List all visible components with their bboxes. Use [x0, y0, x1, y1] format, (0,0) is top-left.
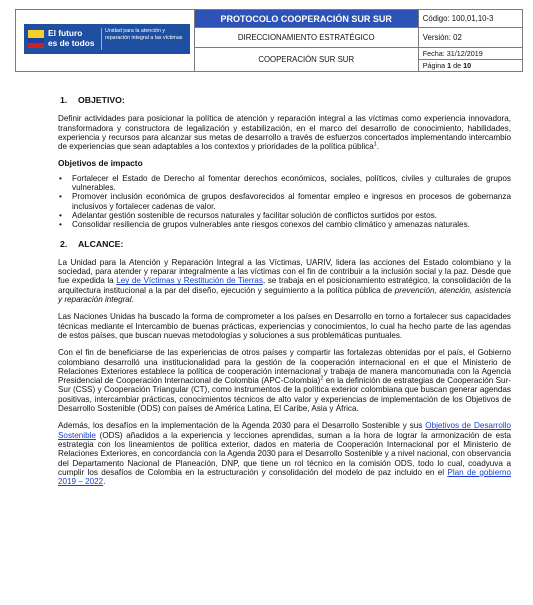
list-item: • Adelantar gestión sostenible de recursos naturales y facilitar solución de conflictos surtidos por estos. [58, 211, 511, 220]
institution-logo [24, 24, 190, 54]
subheading-objetivos-impacto: Objetivos de impacto [58, 158, 143, 169]
alcance-paragraph-1: La Unidad para la Atención y Reparación Integral a las Víctimas, UARIV, lidera las acciones del Estado colombiano y la sociedad, para atender y reparar integralmente a las víctimas con el fin de contribuir a la inclusión social y la paz. Desde que fue expedida la Ley de Víctimas y Restitución de Tierras, se trabaja en el posicionamiento estratégico, la consolidación de la arquitectura institucional a la par del diseño, ejecución y seguimiento a la política pública de prevención, atención, asistencia y reparación integral. [58, 257, 511, 305]
document-header-table [15, 9, 523, 72]
section-heading-alcance: 2. ALCANCE: [60, 238, 124, 249]
logo-slogan: El futuro es de todos [48, 28, 95, 48]
document-title: PROTOCOLO COOPERACIÓN SUR SUR [194, 10, 418, 28]
impact-objectives-list [58, 174, 511, 230]
colombia-flag-icon [28, 30, 44, 48]
plan-gobierno-link[interactable]: Plan de gobierno 2019 – 2022 [58, 467, 511, 487]
alcance-paragraph-3: Con el fin de beneficiarse de las experiencias de otros países y compartir las fortalezas obtenidas por el país, el Gobierno colombiano desarrolló una institucionalidad para la gestión de la cooperación internacional en el que el Ministerio de Relaciones Exteriores establece la política de cooperación internacional y trabaja de manera mancomunada con la Agencia Presidencial de Cooperación Internacional de Colombia (APC-Colombia)$^2$ en la definición de estrategias de Cooperación Sur- Sur (CSS) y Cooperación Triangular (CT), como instrumentos de la política exterior colombiana que buscan generar agendas positivas, intercambiar prácticas, conocimientos técnicos de alto valor y experiencias de implementación de los Objetivos de Desarrollo Sostenible (ODS) con países de América Latina, El Caribe, Asia y África. [58, 348, 511, 414]
document-code: Código: 100,01,10-3 [418, 10, 522, 28]
page-number: Página 1 de 10 [422, 61, 472, 70]
section-heading-objetivo: 1. OBJETIVO: [60, 95, 125, 105]
list-item: • Promover inclusión económica de grupos desfavorecidos al fomentar empleo e ingresos en procesos de gobernanza inclusivos y fortalecer cadenas de valor. [58, 192, 511, 211]
alcance-paragraph-4: Además, los desafíos en la implementación de la Agenda 2030 para el Desarrollo Sostenible y sus Objetivos de Desarrollo Sostenible (ODS) añadidos a la experiencia y lecciones aprendidas, suman a la hora de lograr la armonización de esta estrategia con los lineamientos de política exterior, dados en materia de Cooperación Internacional por el Ministerio de Relaciones Exteriores, en concordancia con la Agenda 2030 para el Desarrollo Sostenible y a nivel nacional, con observancia del Departamento Nacional de Planeación, DNP, que tiene un rol técnico en la comisión ODS, todo lo cual, coadyuva a cumplir los desafíos de Colombia en la estructuración y consolidación del modelo de paz incluido en el Plan de gobierno 2019 – 2022. [58, 421, 512, 487]
ley-victimas-link[interactable]: Ley de Víctimas y Restitución de Tierras [116, 276, 263, 286]
logo-tagline: Unidad para la atención y reparación integral a las víctimas [105, 28, 183, 41]
document-subsection: COOPERACIÓN SUR SUR [194, 48, 418, 72]
document-body [58, 96, 511, 494]
footnote-ref[interactable]: 1 [373, 141, 377, 148]
alcance-paragraph-2: Las Naciones Unidas ha buscado la forma de comprometer a los países en Desarrollo en torno a fortalecer sus capacidades técnicas mediante el Intercambio de buenas prácticas, experiencias y conocimientos, lo cual ha hecho parte de las agendas de estos países, que buscan nuevas metodologías y soluciones a sus problemáticas puntuales. [58, 312, 511, 340]
document-version: Versión: 02 [418, 28, 522, 48]
document-date: Fecha: 31/12/2019 [419, 48, 522, 60]
list-item: • Consolidar resiliencia de grupos vulnerables ante riesgos conexos del cambio climático y amenazas naturales. [58, 220, 511, 229]
logo-divider [101, 28, 102, 50]
objetivo-paragraph: Definir actividades para posicionar la política de atención y reparación integral a las víctimas como experiencia innovadora, transformadora y constructora de legalización y estabilización, en el marco del desarrollo de conocimiento, habilidades, experiencia y recursos para alcanzar sus metas de desarrollo a través de esfuerzos concertados implementando intercambio de experiencias que sean adaptables a los contextos y prioridades de la política pública$^1$. [58, 114, 511, 152]
ods-link[interactable]: Objetivos de Desarrollo Sostenible [58, 421, 512, 440]
footnote-ref[interactable]: 2 [320, 375, 324, 382]
document-section: DIRECCIONAMIENTO ESTRATÉGICO [194, 28, 418, 48]
date-page-cell [418, 48, 522, 72]
list-item: • Fortalecer el Estado de Derecho al fomentar derechos económicos, sociales, políticos, civiles y culturales de grupos vulnerables. [58, 174, 511, 193]
logo-cell [16, 10, 195, 72]
